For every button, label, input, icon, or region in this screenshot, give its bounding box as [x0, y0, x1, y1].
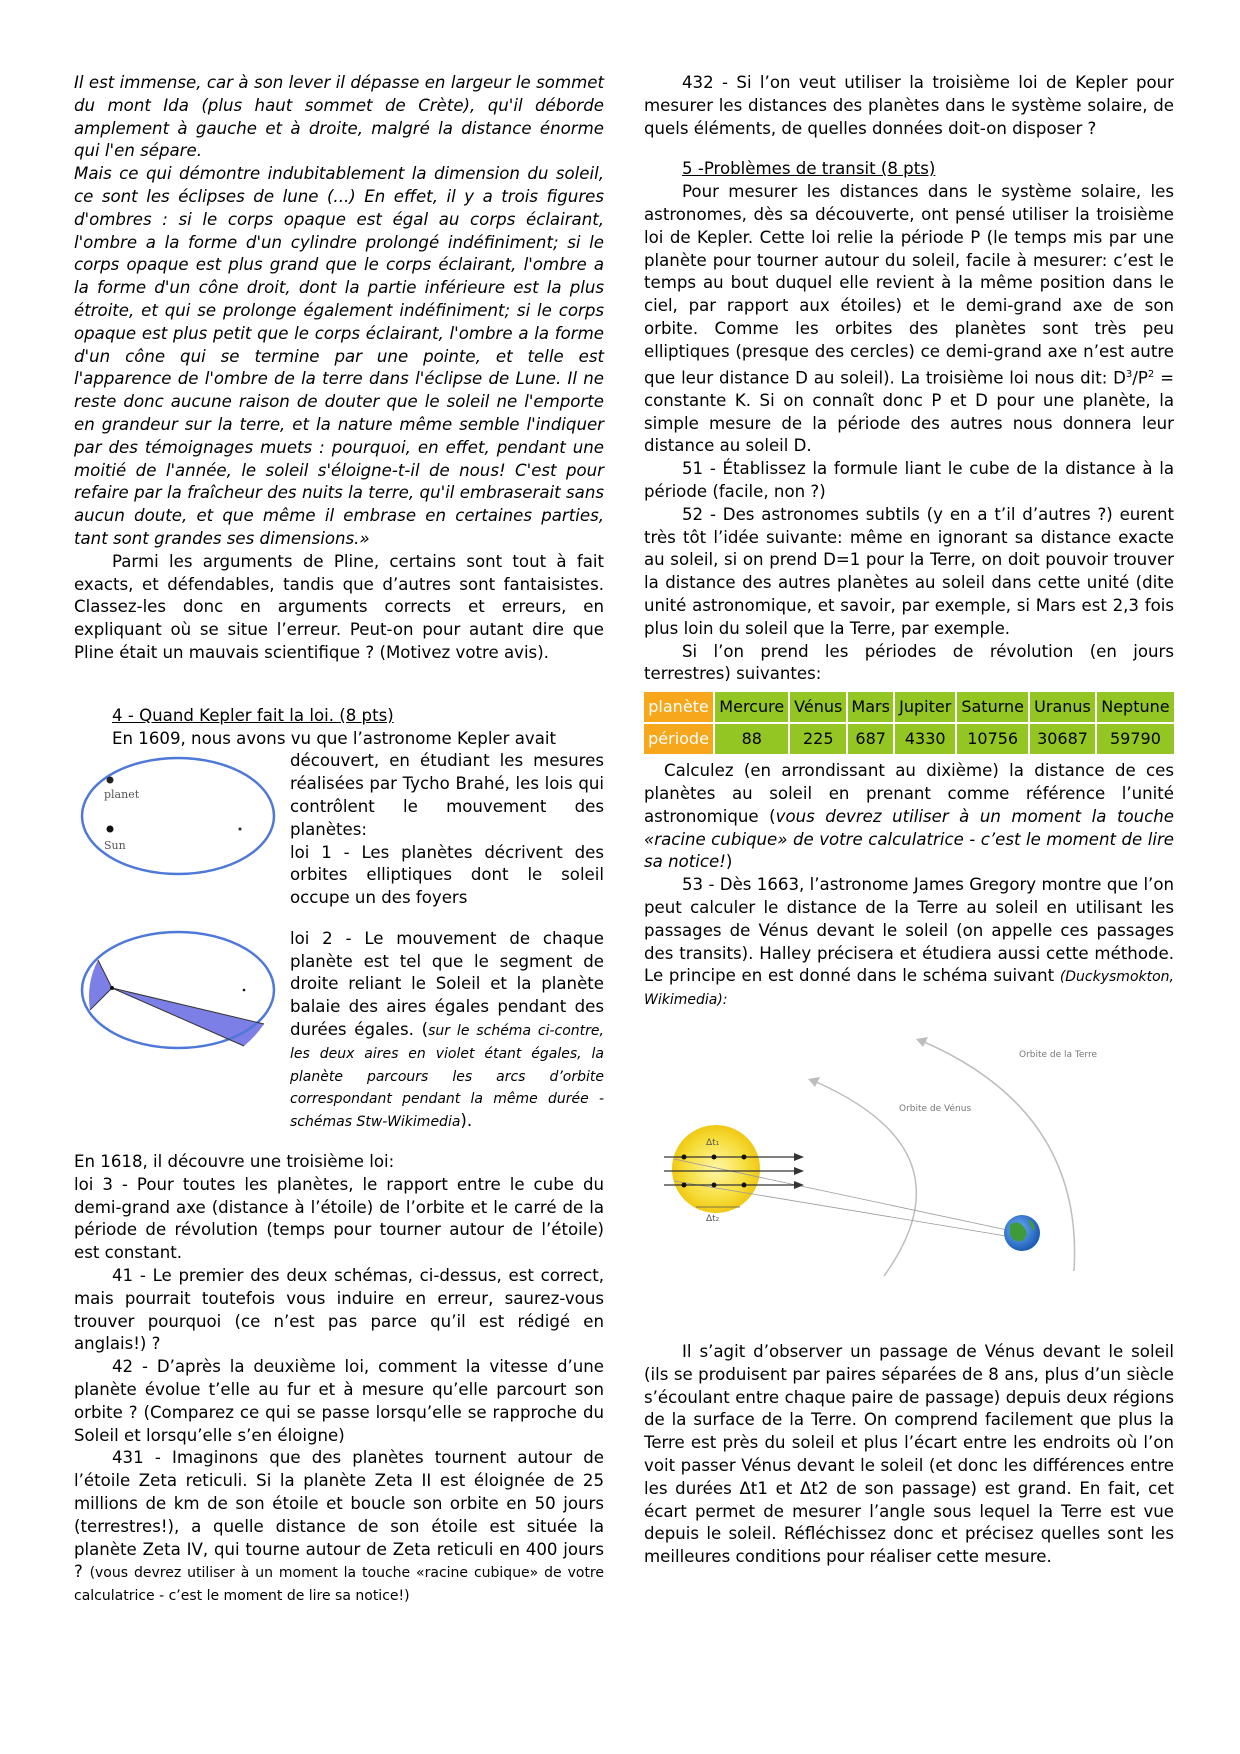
equal-areas-figure — [74, 928, 290, 1075]
question-53 — [644, 874, 1174, 1011]
venus-position — [682, 1183, 687, 1188]
law-2-end: ). — [460, 1111, 473, 1131]
venus-orbit-label: Orbite de Vénus — [899, 1104, 972, 1115]
earth-orbit-arrow — [916, 1037, 928, 1047]
venus-orbit-arrow — [808, 1077, 820, 1087]
table-row — [644, 724, 1174, 754]
venus-position — [742, 1155, 747, 1160]
ellipse-orbit-diagram — [74, 750, 280, 878]
venus-transit-diagram — [644, 1021, 1174, 1281]
table-row — [644, 692, 1174, 722]
question-432: 432 - Si l’on veut utiliser la troisième loi de Kepler pour mesurer les distances des planètes dans le système solaire, de quels éléments, de quelles données doit-on disposer ? — [644, 73, 1174, 138]
figure-credit: (Duckysmokton, Wikimedia): — [644, 969, 1174, 1009]
delta-t1-label: Δt₁ — [706, 1138, 720, 1149]
table-cell: 10756 — [957, 724, 1028, 754]
section-4-title: 4 - Quand Kepler fait la loi. (8 pts) — [112, 705, 394, 725]
section-5-intro-a: Pour mesurer les distances dans le système solaire, les astronomes, dès sa découverte, ont pensé utiliser la troisième loi de Kepler. Cette loi relie la période P (le temps mis par une planète pour tourner autour du soleil, facile à mesurer: c’est le temps au bout duquel elle revient à la même position dans le ciel, par rapport aux étoiles) et le demi-grand axe de son orbite. Comme les orbites des planètes sont très peu elliptiques (presque des cercles) ce demi-grand axe n’est autre que leur distance D au soleil). La troisième loi nous dit: — [644, 182, 1174, 388]
earth-orbit-line — [922, 1041, 1075, 1271]
closing-question: Il s’agit d’observer un passage de Vénus devant le soleil (ils se produisent par paires séparées de 8 ans, plus d’un siècle s’écoulant entre chaque paire de passage) depuis deux régions de la surface de la Terre. On comprend facilement que plus la Terre est près du soleil et plus l’écart entre les endroits où l’on voit passer Vénus devant le soleil (et donc les différences entre les durées Δt1 et Δt2 de son passage) est grand. En fait, cet écart permet de mesurer l’angle sous lequel la Terre est vue depuis le soleil. Réfléchissez donc et précisez quelles sont les meilleures conditions pour réaliser cette mesure. — [644, 1342, 1174, 1567]
chord-arrow-1 — [794, 1153, 804, 1161]
venus-transit-figure — [644, 1021, 1174, 1281]
ellipse-orbit-figure — [74, 750, 290, 885]
venus-position — [682, 1155, 687, 1160]
equal-areas-diagram — [74, 928, 280, 1068]
law1-text-block — [290, 750, 604, 910]
question-431-note: (vous devrez utiliser à un moment la touche «racine cubique» de votre calculatrice - c’est le moment de lire sa notice!) — [74, 1565, 604, 1605]
calc-instruction-text: Calculez (en arrondissant au dixième) la distance de ces planètes au soleil en prenant comme référence l’unité astronomique ( — [644, 761, 1174, 826]
table-header-cell: planète — [644, 692, 713, 722]
formula-d: D — [1113, 368, 1126, 388]
sun-label: Sun — [104, 839, 126, 853]
left-column — [74, 72, 604, 1607]
question-53-text: 53 - Dès 1663, l’astronome James Gregory montre que l’on peut calculer le distance de la Terre au soleil en utilisant les passages de Vénus devant le soleil (on appelle ces passages des transits). Halley précisera et étudiera aussi cette méthode. Le principe en est donné dans le schéma suivant — [644, 875, 1174, 986]
section-5-intro — [644, 181, 1174, 458]
table-cell: 4330 — [895, 724, 955, 754]
table-cell: Mercure — [715, 692, 788, 722]
pline-question: Parmi les arguments de Pline, certains sont tout à fait exacts, et défendables, tandis que d’autres sont fantaisistes. Classez-les donc en arguments corrects et erreurs, en expliquant où se situe l’erreur. Peut-on pour autant dire que Pline était un mauvais scientifique ? (Motivez votre avis). — [74, 551, 604, 662]
law-3: loi 3 - Pour toutes les planètes, le rapport entre le cube du demi-grand axe (distance à l’étoile) de l’orbite et le carré de la période de révolution (temps pour tourner autour de l’étoile) est constant. — [74, 1174, 604, 1263]
formula-exp-3: 3 — [1125, 368, 1133, 380]
orbit-ellipse — [82, 758, 274, 874]
law-2-main: loi 2 - Le mouvement de chaque planète est tel que le segment de droite reliant le Soleil et la planète balaie des aires égales pendant des durées égales. ( — [290, 928, 604, 1040]
section-5-intro-b: = constante K. Si on connaît donc P et D pour une planète, la simple mesure de la période des autres nous donnera leur distance au soleil D. — [644, 368, 1174, 456]
chord-arrow-2 — [794, 1167, 804, 1175]
third-law-intro: En 1618, il découvre une troisième loi: — [74, 1152, 395, 1172]
swept-area-1 — [89, 960, 112, 1010]
calc-instruction-end: ) — [725, 852, 733, 872]
earth-orbit-label: Orbite de la Terre — [1019, 1050, 1097, 1061]
section-4-intro-rest: découvert, en étudiant les mesures réalisées par Tycho Brahé, les lois qui contrôlent le mouvement des planètes: — [290, 751, 604, 839]
law2-text-block — [290, 928, 604, 1133]
planet-periods-table — [642, 690, 1176, 756]
question-42: 42 - D’après la deuxième loi, comment la vitesse d’une planète évolue t’elle au fur et à mesure qu’elle parcourt son orbite ? (Comparez ce qui se passe lorsqu’elle se rapproche du Soleil et lorsqu’elle s’en éloigne) — [74, 1357, 604, 1445]
pline-quote-1: Il est immense, car à son lever il dépasse en largeur le sommet du mont Ida (plus haut sommet de Crète), qu'il déborde amplement à gauche et à droite, malgré la distance énorme qui l'en sépare. — [74, 73, 604, 161]
planet-dot — [107, 777, 114, 784]
formula-exp-2: 2 — [1147, 368, 1155, 380]
kepler-law2-block — [74, 928, 604, 1133]
question-52: 52 - Des astronomes subtils (y en a t’il d’autres ?) eurent très tôt l’idée suivante: même en ignorant sa distance exacte au soleil, si on prend D=1 pour la Terre, on doit pouvoir trouver la distance des autres planètes au soleil dans cette unité (dite unité astronomique, et savoir, par exemple, si Mars est 2,3 fois plus loin du soleil que la Terre, par exemple. — [644, 504, 1174, 638]
table-cell: Saturne — [957, 692, 1028, 722]
sun-dot — [107, 826, 114, 833]
pline-quote-2: Mais ce qui démontre indubitablement la dimension du soleil, ce sont les éclipses de lune (...) En effet, il y a trois figures d'ombres : si le corps opaque est égal au corps éclairant, l'ombre a la forme d'un cylindre prolongé indéfiniment; si le corps opaque est plus grand que le corps éclairant, l'ombre a la forme d'un cône droit, dont la partie inférieure est la plus étroite, et qui se prolonge également indéfiniment; si le corps opaque est plus petit que le corps éclairant, l'ombre a la forme d'un cône qui se termine par une pointe, et telle est l'apparence de l'ombre de la terre dans l'éclipse de Lune. Il ne reste donc aucune raison de douter que le soleil ne l'emporte en grandeur sur la terre, et la nature même semble l'indiquer par des témoignages muets : pourquoi, en effet, pendant une moitié de l'année, le soleil s'éloigne-t-il de nous! C'est pour refaire par la fraîcheur des nuits la terre, qu'il embraserait sans aucun doute, et que même il embrase en certaines parties, tant sont grandes ses dimensions.» — [74, 164, 604, 548]
table-header-cell: période — [644, 724, 713, 754]
table-cell: Neptune — [1097, 692, 1174, 722]
swept-area-2 — [112, 988, 264, 1046]
venus-position — [742, 1183, 747, 1188]
question-41: 41 - Le premier des deux schémas, ci-dessus, est correct, mais pourrait toutefois vous induire en erreur, saurez-vous trouver pourquoi (ce n’est pas parce qu’il est rédigé en anglais!) ? — [74, 1266, 604, 1354]
table-cell: 59790 — [1097, 724, 1174, 754]
delta-t2-label: Δt₂ — [706, 1214, 720, 1225]
table-cell: 225 — [790, 724, 846, 754]
formula-p: /P — [1132, 368, 1148, 388]
right-column — [644, 72, 1174, 1569]
venus-position — [712, 1183, 717, 1188]
table-cell: Jupiter — [895, 692, 955, 722]
other-focus-dot — [243, 989, 246, 992]
law-2-note: sur le schéma ci-contre, les deux aires en violet étant égales, la planète parcours les arcs d’orbite correspondant pendant la même durée - schémas Stw-Wikimedia — [290, 1023, 604, 1131]
section-5-title: 5 -Problèmes de transit (8 pts) — [682, 159, 936, 179]
table-cell: Vénus — [790, 692, 846, 722]
periods-intro: Si l’on prend les périodes de révolution (en jours terrestres) suivantes: — [644, 641, 1174, 684]
sun-focus-dot — [110, 986, 114, 990]
section-4-intro-line: En 1609, nous avons vu que l’astronome Kepler avait — [112, 728, 557, 748]
question-51: 51 - Établissez la formule liant le cube de la distance à la période (facile, non ?) — [644, 459, 1174, 502]
table-cell: 30687 — [1030, 724, 1095, 754]
question-431-text: 431 - Imaginons que des planètes tournent autour de l’étoile Zeta reticuli. Si la planète Zeta II est éloignée de 25 millions de km de son étoile et boucle son orbite en 50 jours (terrestres!), a quelle distance de son étoile est située la planète Zeta IV, qui tourne autour de Zeta reticuli en 400 jours ? — [74, 1448, 604, 1582]
law-2 — [290, 928, 604, 1133]
venus-position — [712, 1155, 717, 1160]
empty-focus-dot — [239, 828, 242, 831]
kepler-law1-block — [74, 750, 604, 910]
calc-instruction — [644, 760, 1174, 874]
calc-instruction-note: vous devrez utiliser à un moment la touche «racine cubique» de votre calculatrice - c’est le moment de lire sa notice! — [644, 806, 1174, 872]
table-cell: Mars — [848, 692, 893, 722]
law-1: loi 1 - Les planètes décrivent des orbites elliptiques dont le soleil occupe un des foyers — [290, 842, 604, 908]
table-cell: 687 — [848, 724, 893, 754]
chord-arrow-3 — [794, 1181, 804, 1189]
table-cell: 88 — [715, 724, 788, 754]
question-431 — [74, 1447, 604, 1607]
planet-label: planet — [104, 788, 140, 802]
table-cell: Uranus — [1030, 692, 1095, 722]
